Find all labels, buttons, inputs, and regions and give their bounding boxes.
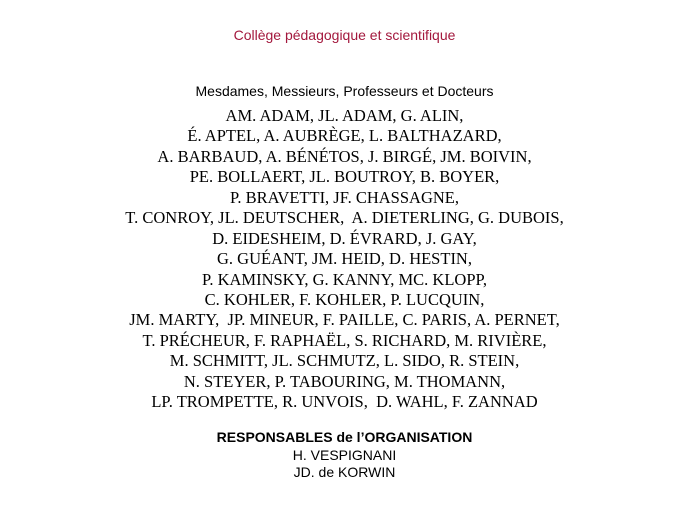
name-line: N. STEYER, P. TABOURING, M. THOMANN,	[183, 371, 506, 391]
name-line: PE. BOLLAERT, JL. BOUTROY, B. BOYER,	[189, 167, 500, 187]
name-line: T. CONROY, JL. DEUTSCHER, A. DIETERLING, G. DUBOIS,	[125, 208, 564, 228]
organiser-name: JD. de KORWIN	[293, 464, 396, 480]
name-line: P. BRAVETTI, JF. CHASSAGNE,	[230, 187, 459, 207]
name-line: G. GUÉANT, JM. HEID, D. HESTIN,	[217, 249, 472, 269]
committee-name-list	[0, 106, 689, 413]
name-line: M. SCHMITT, JL. SCHMUTZ, L. SIDO, R. STEIN,	[169, 351, 520, 371]
name-line: LP. TROMPETTE, R. UNVOIS, D. WAHL, F. ZANNAD	[151, 392, 538, 412]
name-line: T. PRÉCHEUR, F. RAPHAËL, S. RICHARD, M. RIVIÈRE,	[142, 330, 547, 350]
name-line: D. EIDESHEIM, D. ÉVRARD, J. GAY,	[212, 228, 477, 248]
name-line: AM. ADAM, JL. ADAM, G. ALIN,	[225, 106, 464, 125]
name-line: É. APTEL, A. AUBRÈGE, L. BALTHAZARD,	[187, 126, 502, 146]
organiser-name: H. VESPIGNANI	[292, 447, 397, 463]
organisation-heading: RESPONSABLES de l’ORGANISATION	[216, 429, 473, 445]
name-line: P. KAMINSKY, G. KANNY, MC. KLOPP,	[202, 269, 487, 289]
salutation-line: Mesdames, Messieurs, Professeurs et Docteurs	[195, 83, 494, 99]
name-line: A. BARBAUD, A. BÉNÉTOS, J. BIRGÉ, JM. BOIVIN,	[157, 146, 532, 166]
name-line: C. KOHLER, F. KOHLER, P. LUCQUIN,	[204, 289, 485, 309]
college-heading: Collège pédagogique et scientifique	[233, 27, 456, 43]
name-line: JM. MARTY, JP. MINEUR, F. PAILLE, C. PARIS, A. PERNET,	[129, 310, 560, 330]
organisation-members	[0, 447, 689, 481]
